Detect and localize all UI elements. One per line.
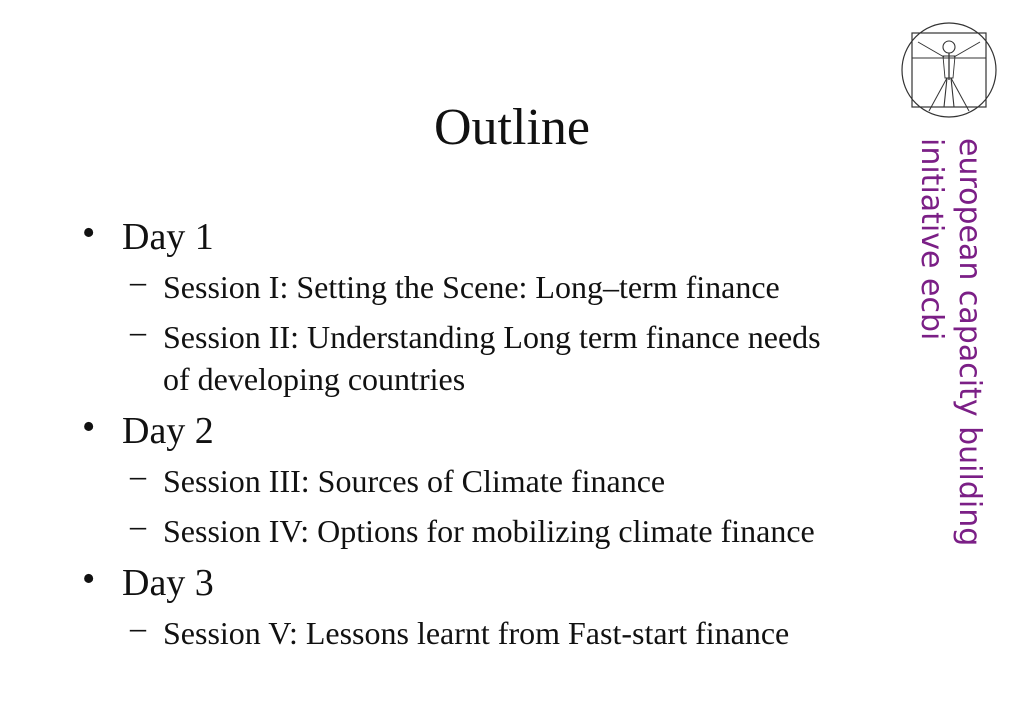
bullet-icon: • [82, 558, 96, 600]
session-item [80, 457, 930, 502]
slide-title: Outline [434, 99, 590, 156]
day-3-sessions [80, 609, 930, 654]
vitruvian-man-icon [899, 20, 999, 120]
dash-icon: – [130, 313, 146, 349]
bullet-icon: • [82, 406, 96, 448]
session-item [80, 507, 930, 552]
session-item [80, 263, 930, 308]
day-label: Day 1 [122, 216, 214, 258]
dash-icon: – [130, 609, 146, 645]
outline-list [80, 214, 930, 662]
day-label: Day 2 [122, 410, 214, 452]
day-label: Day 3 [122, 562, 214, 604]
day-item-3 [80, 560, 930, 606]
day-1-sessions [80, 263, 930, 400]
day-item-2 [80, 408, 930, 454]
brand-text-line1: european capacity building [952, 138, 987, 547]
session-label: Session I: Setting the Scene: Long–term finance [163, 269, 780, 305]
dash-icon: – [130, 263, 146, 299]
brand-text-line2: initiative ecbi [914, 138, 949, 341]
day-item-1 [80, 214, 930, 260]
session-label: Session III: Sources of Climate finance [163, 463, 666, 499]
session-label: Session II: Understanding Long term finance needs [163, 319, 821, 355]
session-label: Session IV: Options for mobilizing climate finance [163, 513, 815, 549]
session-label: Session V: Lessons learnt from Fast-start finance [163, 615, 790, 651]
session-item [80, 313, 930, 400]
day-2-sessions [80, 457, 930, 552]
session-label-continued: of developing countries [163, 361, 466, 397]
bullet-icon: • [82, 212, 96, 254]
dash-icon: – [130, 457, 146, 493]
session-item [80, 609, 930, 654]
dash-icon: – [130, 507, 146, 543]
